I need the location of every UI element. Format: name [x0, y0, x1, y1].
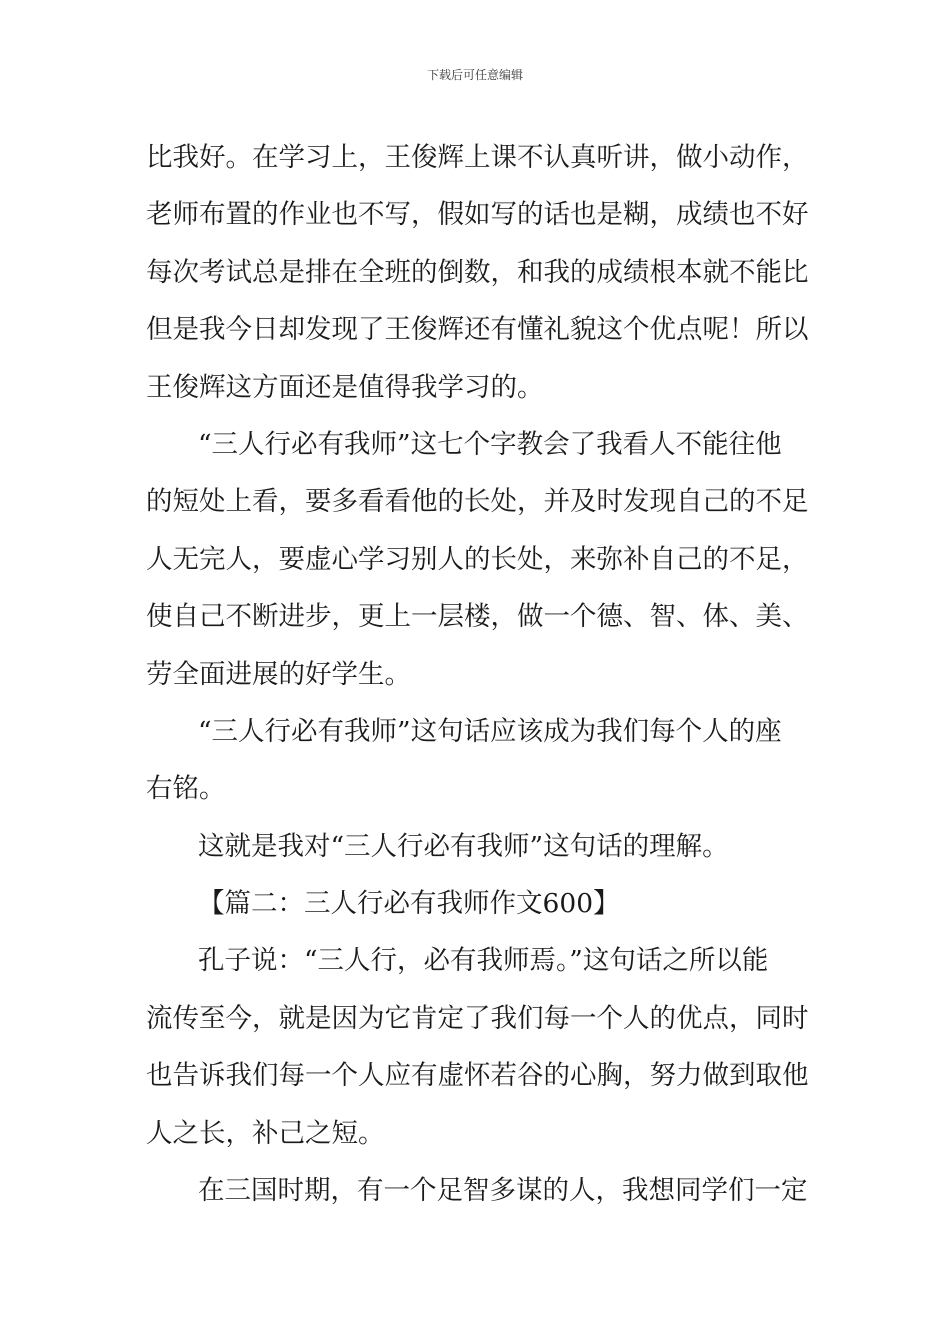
paragraph-start: “三人行必有我师”这句话应该成为我们每个人的座	[198, 715, 782, 747]
text-line: 人之长，补己之短。	[146, 1117, 385, 1149]
text-line: 流传至今，就是因为它肯定了我们每一个人的优点，同时	[146, 1002, 809, 1034]
text-line: 也告诉我们每一个人应有虚怀若谷的心胸，努力做到取他	[146, 1060, 809, 1092]
text-line: 人无完人，要虚心学习别人的长处，来弥补自己的不足，	[146, 543, 809, 575]
paragraph-start: 孔子说：“三人行，必有我师焉。”这句话之所以能	[198, 945, 769, 977]
page-header-note: 下载后可任意编辑	[426, 68, 523, 82]
paragraph-start: 在三国时期，有一个足智多谋的人，我想同学们一定	[198, 1175, 808, 1207]
text-line: 但是我今日却发现了王俊辉还有懂礼貌这个优点呢！所以	[146, 314, 809, 346]
text-line: 使自己不断进步，更上一层楼，做一个德、智、体、美、	[146, 601, 809, 633]
text-line: 老师布置的作业也不写，假如写的话也是糊，成绩也不好	[146, 199, 809, 231]
text-line: 比我好。在学习上，王俊辉上课不认真听讲，做小动作，	[146, 142, 809, 173]
text-line: 每次考试总是排在全班的倒数，和我的成绩根本就不能比	[146, 256, 809, 288]
text-line: 的短处上看，要多看看他的长处，并及时发现自己的不足	[146, 486, 809, 518]
text-line: 王俊辉这方面还是值得我学习的。	[146, 371, 544, 403]
paragraph-start: 这就是我对“三人行必有我师”这句话的理解。	[198, 830, 729, 862]
text-line: 劳全面进展的好学生。	[146, 658, 411, 690]
paragraph-start: “三人行必有我师”这七个字教会了我看人不能往他	[198, 428, 782, 460]
text-line: 右铭。	[146, 773, 226, 805]
section-heading: 【篇二：三人行必有我师作文600】	[198, 888, 620, 920]
document-body	[146, 129, 808, 1219]
